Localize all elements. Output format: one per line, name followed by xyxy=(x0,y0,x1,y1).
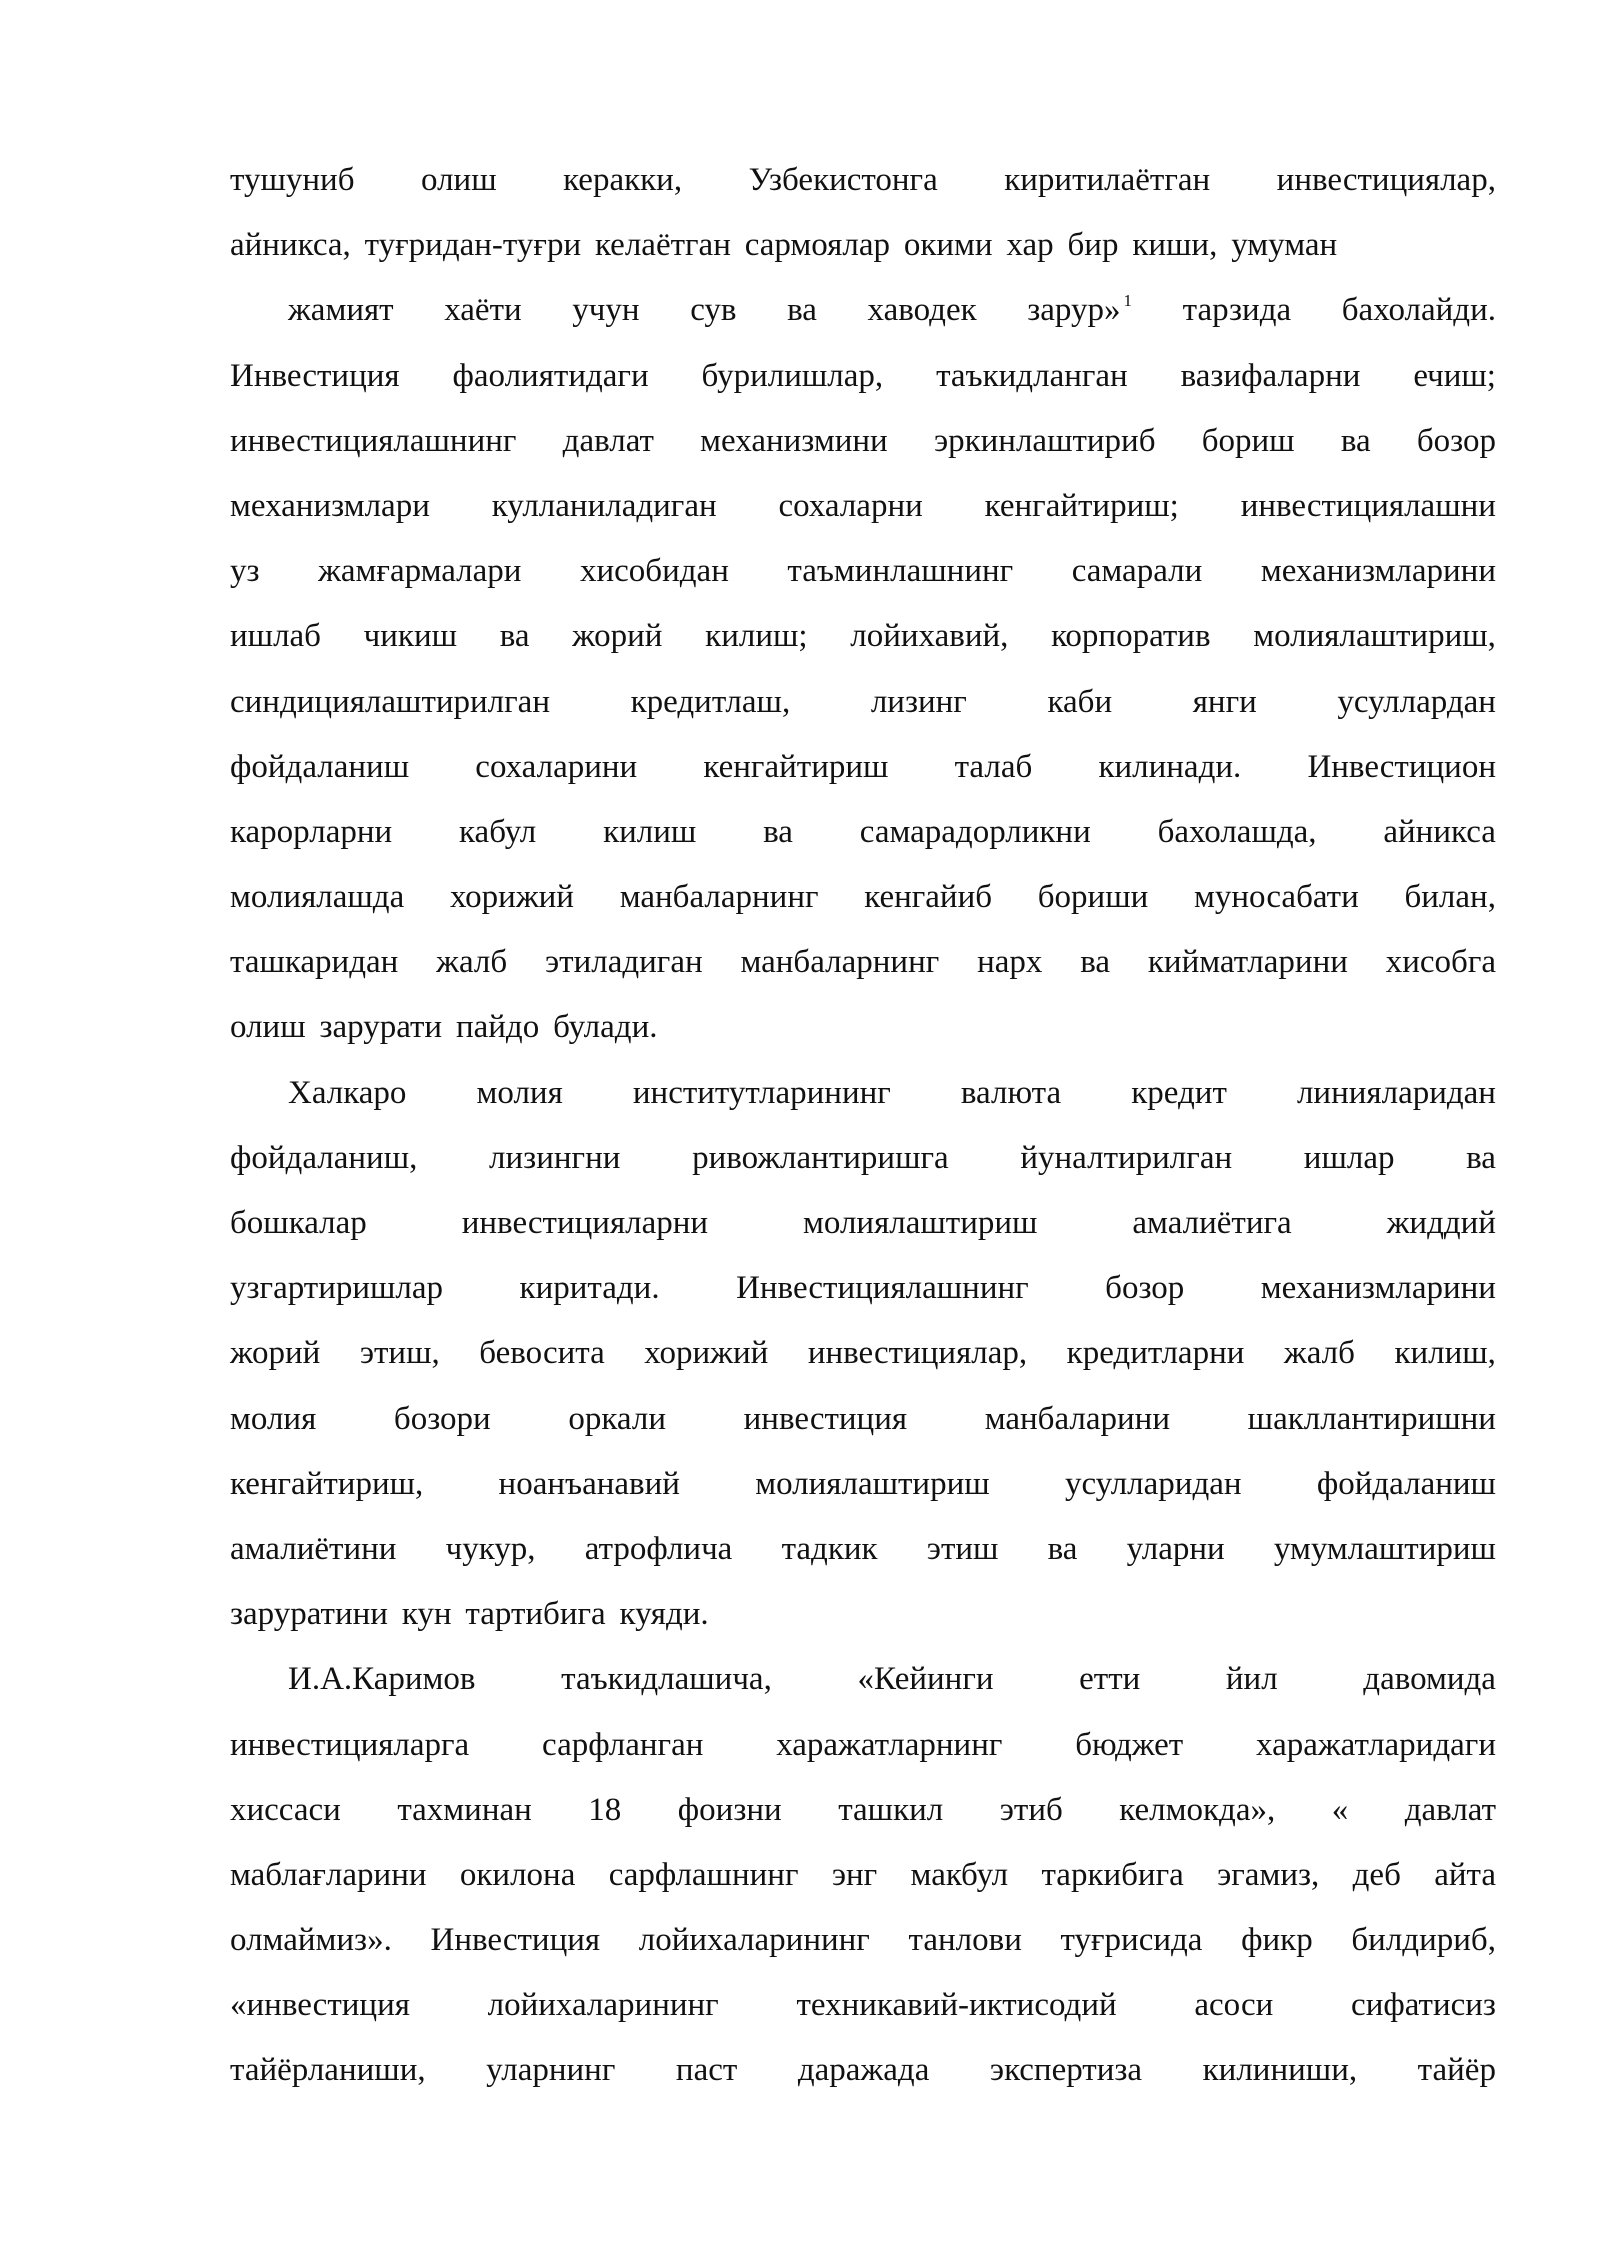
word: хорижий xyxy=(644,1335,769,1372)
word: айта xyxy=(1434,1856,1496,1893)
word: муносабати xyxy=(1194,879,1359,916)
word: механизмларини xyxy=(1260,553,1496,590)
word: олиш xyxy=(230,1009,306,1046)
word: умуман xyxy=(1231,227,1338,264)
word: жиддий xyxy=(1386,1205,1496,1241)
word: самарадорликни xyxy=(859,813,1091,850)
word: фоизни xyxy=(677,1791,782,1828)
word: тайёр xyxy=(1417,2052,1496,2089)
word: харажатларидаги xyxy=(1256,1726,1496,1763)
word: уларни xyxy=(1126,1530,1225,1567)
word: узгартиришлар xyxy=(230,1270,444,1307)
word: янги xyxy=(1192,683,1257,720)
text-line xyxy=(230,930,1496,995)
word: институтларининг xyxy=(632,1074,891,1111)
text-line xyxy=(230,604,1496,669)
word: 18 xyxy=(588,1791,622,1828)
word: келмокда», xyxy=(1119,1791,1276,1828)
word: йуналтирилган xyxy=(1020,1139,1233,1176)
word: этиладиган xyxy=(544,944,703,981)
word: инвестициялашнинг xyxy=(230,422,517,459)
word: самарали xyxy=(1071,553,1203,590)
word: лизинг xyxy=(870,683,967,720)
text-line xyxy=(230,995,1496,1060)
word: маблағларини xyxy=(230,1856,427,1893)
word: талаб xyxy=(954,748,1033,785)
word: кабул xyxy=(459,813,537,850)
word: туғрисида xyxy=(1060,1922,1203,1959)
word: бюджет xyxy=(1075,1726,1184,1763)
word: ривожлантиришга xyxy=(692,1139,949,1176)
word: « xyxy=(1331,1791,1349,1828)
footnote-marker[interactable]: 1 xyxy=(1123,291,1132,311)
body-text xyxy=(230,148,1496,2104)
word: паст xyxy=(675,2052,738,2089)
word: лойихаларининг xyxy=(487,1987,719,2024)
word: хаводек xyxy=(867,292,977,329)
word: кенгайтириш; xyxy=(984,487,1179,524)
word: бурилишлар, xyxy=(701,357,884,394)
word: жорий xyxy=(230,1335,321,1372)
word: килинади. xyxy=(1098,748,1242,785)
text-line xyxy=(230,1582,1496,1647)
word: вазифаларни xyxy=(1180,357,1361,394)
word: билдириб, xyxy=(1351,1922,1496,1959)
word: таркибига xyxy=(1041,1856,1184,1893)
word: деб xyxy=(1352,1856,1401,1893)
word: инвестициялашни xyxy=(1240,487,1496,524)
word: булади. xyxy=(553,1009,658,1046)
word: кенгайтириш, xyxy=(230,1465,424,1502)
text-line xyxy=(230,1061,1496,1126)
word: бахолайди. xyxy=(1341,292,1496,329)
word: ечиш; xyxy=(1413,357,1496,394)
word: эгамиз, xyxy=(1217,1856,1320,1893)
word: окилона xyxy=(459,1856,576,1893)
word: пайдо xyxy=(455,1009,540,1046)
word: даражада xyxy=(797,2052,930,2089)
word: «инвестиция xyxy=(230,1987,410,2024)
word: хар xyxy=(1006,227,1054,264)
word: молиялаштириш, xyxy=(1253,618,1496,655)
word: тушуниб xyxy=(230,162,355,198)
word: чикиш xyxy=(363,618,458,655)
word: ташкаридан xyxy=(230,944,399,981)
word: сув xyxy=(690,292,737,329)
word: жорий xyxy=(572,618,663,655)
word: килиш, xyxy=(1394,1335,1496,1372)
text-line xyxy=(230,1321,1496,1386)
word: давомида xyxy=(1363,1661,1496,1698)
word: фойдаланиш, xyxy=(230,1139,418,1176)
word: сохаларни xyxy=(778,487,923,524)
word: линияларидан xyxy=(1296,1074,1496,1111)
word: амалиётини xyxy=(230,1530,397,1567)
word: И.А.Каримов xyxy=(288,1661,476,1698)
word: кулланиладиган xyxy=(491,487,717,524)
text-line xyxy=(230,1517,1496,1582)
word: амалиётига xyxy=(1132,1205,1292,1241)
word: бевосита xyxy=(479,1335,605,1372)
text-line xyxy=(230,539,1496,604)
word: «Кейинги xyxy=(857,1661,994,1698)
word: лизингни xyxy=(489,1139,621,1176)
word: тахминан xyxy=(397,1791,532,1828)
word: килиш xyxy=(603,813,697,850)
word: бахолашда, xyxy=(1157,813,1317,850)
word: асоси xyxy=(1194,1987,1274,2024)
word: усулларидан xyxy=(1064,1465,1242,1502)
word: хаёти xyxy=(444,292,522,329)
word: заруратини xyxy=(230,1596,388,1633)
word: тайёрланиши, xyxy=(230,2052,426,2089)
word: механизмини xyxy=(700,422,888,459)
word: сарфланган xyxy=(542,1726,704,1763)
word: давлат xyxy=(1404,1791,1496,1828)
word: ишлаб xyxy=(230,618,321,655)
word: манбаларнинг xyxy=(740,944,940,981)
word: Узбекистонга xyxy=(748,162,938,198)
word: килиниши, xyxy=(1202,2052,1358,2089)
word: техникавий-иктисодий xyxy=(796,1987,1117,2024)
word: корпоратив xyxy=(1051,618,1211,655)
text-line xyxy=(230,865,1496,930)
word: Инвестиция xyxy=(230,357,400,394)
word: молия xyxy=(476,1074,563,1111)
word: манбаларини xyxy=(984,1400,1170,1437)
word: харажатларнинг xyxy=(776,1726,1003,1763)
word: сармоялар xyxy=(744,227,890,264)
text-line xyxy=(230,1126,1496,1191)
word: зарурати xyxy=(319,1009,443,1046)
word: олмаймиз». xyxy=(230,1922,392,1959)
word: айникса, xyxy=(230,227,351,264)
text-line xyxy=(230,474,1496,539)
word: кредитлаш, xyxy=(630,683,791,720)
word: ва xyxy=(1080,944,1111,981)
text-line xyxy=(230,344,1496,409)
word: уларнинг xyxy=(486,2052,616,2089)
word: окими xyxy=(903,227,993,264)
word: кийматларини xyxy=(1147,944,1348,981)
text-line xyxy=(230,800,1496,865)
text-line xyxy=(230,1713,1496,1778)
word: лойихаларининг xyxy=(638,1922,870,1959)
word: кредит xyxy=(1131,1074,1227,1111)
word: хисобидан xyxy=(580,553,729,590)
word: киши, xyxy=(1132,227,1218,264)
word: инвестиция xyxy=(743,1400,908,1437)
word: механизмларини xyxy=(1260,1270,1496,1307)
word: куяди. xyxy=(619,1596,709,1633)
word: ва xyxy=(763,813,793,850)
word: фойдаланиш xyxy=(1316,1465,1496,1502)
text-line xyxy=(230,1647,1496,1712)
word: жалб xyxy=(1283,1335,1355,1372)
word: жалб xyxy=(436,944,508,981)
word: этиб xyxy=(999,1791,1063,1828)
text-line xyxy=(230,409,1496,474)
text-line xyxy=(230,213,1496,278)
word: зарур» $^1$ xyxy=(1027,291,1132,329)
text-line xyxy=(230,1843,1496,1908)
text-line xyxy=(230,1452,1496,1517)
word: бориш xyxy=(1201,422,1295,459)
word: керакки, xyxy=(563,162,683,198)
word: билан, xyxy=(1404,879,1496,916)
word: умумлаштириш xyxy=(1273,1530,1496,1567)
word: кенгайиб xyxy=(864,879,993,916)
word: бошкалар xyxy=(230,1205,367,1241)
word: етти xyxy=(1079,1661,1141,1698)
word: бозор xyxy=(1416,422,1496,459)
word: фаолиятидаги xyxy=(452,357,649,394)
word: ишлар xyxy=(1303,1139,1395,1176)
word: эркинлаштириб xyxy=(933,422,1156,459)
word: шакллантиришни xyxy=(1247,1400,1496,1437)
word: айникса xyxy=(1383,813,1496,850)
word: бозори xyxy=(393,1400,491,1437)
text-line xyxy=(230,148,1496,213)
word: ноанъанавий xyxy=(498,1465,680,1502)
word: кенгайтириш xyxy=(703,748,889,785)
word: карорларни xyxy=(230,813,393,850)
word: танлови xyxy=(908,1922,1022,1959)
word: сарфлашнинг xyxy=(608,1856,799,1893)
word: этиш xyxy=(926,1530,999,1567)
word: бозор xyxy=(1105,1270,1185,1307)
word: хиссаси xyxy=(230,1791,341,1828)
word: экспертиза xyxy=(989,2052,1143,2089)
word: кун xyxy=(401,1596,452,1633)
text-line xyxy=(230,1973,1496,2038)
word: энг xyxy=(831,1856,878,1893)
word: ва xyxy=(1466,1139,1496,1176)
word: бир xyxy=(1067,227,1119,264)
word: Халкаро xyxy=(288,1074,407,1111)
word: давлат xyxy=(562,422,654,459)
word: хисобга xyxy=(1385,944,1496,981)
text-line xyxy=(230,278,1496,343)
word: туғридан-туғри xyxy=(364,227,582,264)
word: келаётган xyxy=(594,227,731,264)
word: уз xyxy=(230,553,260,590)
word: Инвестициялашнинг xyxy=(736,1270,1029,1307)
word: тадкик xyxy=(781,1530,878,1567)
word: таъминлашнинг xyxy=(787,553,1014,590)
word: тартибига xyxy=(465,1596,606,1633)
word: макбул xyxy=(910,1856,1009,1893)
word: ташкил xyxy=(838,1791,944,1828)
word: молиялашда xyxy=(230,879,405,916)
word: атрофлича xyxy=(584,1530,733,1567)
text-line xyxy=(230,735,1496,800)
word: килиш; xyxy=(705,618,808,655)
word: сифатисиз xyxy=(1351,1987,1496,2024)
text-line xyxy=(230,670,1496,735)
word: тарзида xyxy=(1182,292,1292,329)
word: ва xyxy=(787,292,817,329)
word: фикр xyxy=(1241,1922,1313,1959)
word: ва xyxy=(1047,1530,1078,1567)
word: таъкидлашича, xyxy=(561,1661,772,1698)
word: механизмлари xyxy=(230,487,430,524)
word: оркали xyxy=(568,1400,666,1437)
word: инвестициялар, xyxy=(807,1335,1028,1372)
word: йил xyxy=(1225,1661,1278,1698)
word: фойдаланиш xyxy=(230,748,410,785)
word: хорижий xyxy=(449,879,574,916)
text-line xyxy=(230,1908,1496,1973)
word: инвестициялар, xyxy=(1276,162,1496,198)
word: молиялаштириш xyxy=(803,1205,1038,1241)
word: жамғармалари xyxy=(318,553,522,590)
word: жамият xyxy=(288,292,394,329)
word: инвестицияларга xyxy=(230,1726,470,1763)
text-line xyxy=(230,1778,1496,1843)
text-line xyxy=(230,1256,1496,1321)
word: бориши xyxy=(1037,879,1149,916)
text-line xyxy=(230,2038,1496,2103)
text-line xyxy=(230,1191,1496,1256)
word: этиш, xyxy=(359,1335,440,1372)
word: кредитларни xyxy=(1066,1335,1245,1372)
word: нарх xyxy=(977,944,1043,981)
word: олиш xyxy=(421,162,497,198)
word: молия xyxy=(230,1400,317,1437)
word: ва xyxy=(499,618,530,655)
word: валюта xyxy=(960,1074,1062,1111)
word: киритилаётган xyxy=(1004,162,1211,198)
word: ва xyxy=(1340,422,1371,459)
word: усуллардан xyxy=(1337,683,1496,720)
word: Инвестицион xyxy=(1307,748,1496,785)
word: манбаларнинг xyxy=(619,879,819,916)
word: чукур, xyxy=(445,1530,536,1567)
word: каби xyxy=(1047,683,1113,720)
text-line xyxy=(230,1387,1496,1452)
word: киритади. xyxy=(519,1270,660,1307)
word: сохаларини xyxy=(475,748,638,785)
word: Инвестиция xyxy=(430,1922,601,1959)
word: инвестицияларни xyxy=(461,1205,709,1241)
word: таъкидланган xyxy=(936,357,1128,394)
word: молиялаштириш xyxy=(755,1465,990,1502)
word: лойихавий, xyxy=(850,618,1009,655)
word: синдициялаштирилган xyxy=(230,683,550,720)
word: учун xyxy=(572,292,640,329)
